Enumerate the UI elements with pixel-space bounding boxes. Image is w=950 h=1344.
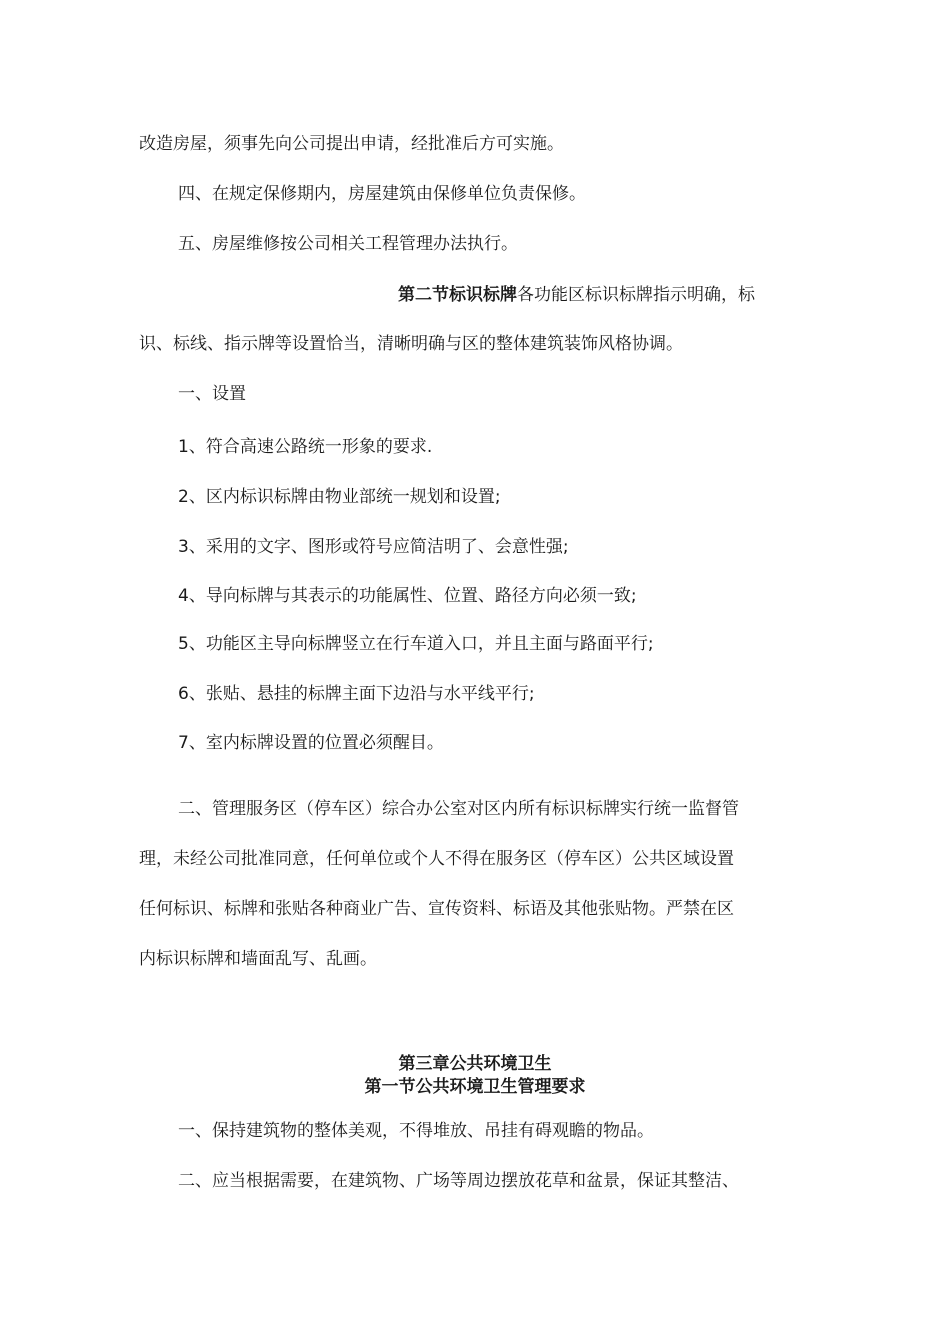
list-item: 3、采用的文字、图形或符号应简洁明了、会意性强;: [178, 537, 569, 557]
paragraph-line: 二、管理服务区（停车区）综合办公室对区内所有标识标牌实行统一监督管: [178, 799, 739, 819]
paragraph-line: 识、标线、指示牌等设置恰当，清晰明确与区的整体建筑装饰风格协调。: [139, 334, 683, 354]
paragraph-line: 改造房屋，须事先向公司提出申请，经批准后方可实施。: [139, 134, 564, 154]
subheading: 一、设置: [178, 384, 246, 404]
list-item: 4、导向标牌与其表示的功能属性、位置、路径方向必须一致;: [178, 586, 637, 606]
paragraph-line: 五、房屋维修按公司相关工程管理办法执行。: [178, 234, 518, 254]
paragraph-line: 二、应当根据需要，在建筑物、广场等周边摆放花草和盆景，保证其整洁、: [178, 1171, 739, 1191]
list-item: 1、符合高速公路统一形象的要求.: [178, 437, 433, 457]
section-heading-line: [398, 284, 755, 306]
paragraph-line: 理，未经公司批准同意，任何单位或个人不得在服务区（停车区）公共区域设置: [139, 849, 734, 869]
list-item: 2、区内标识标牌由物业部统一规划和设置;: [178, 487, 501, 507]
paragraph-line: 内标识标牌和墙面乱写、乱画。: [139, 949, 377, 969]
paragraph-line: 四、在规定保修期内，房屋建筑由保修单位负责保修。: [178, 184, 586, 204]
list-item: 5、功能区主导向标牌竖立在行车道入口，并且主面与路面平行;: [178, 634, 654, 654]
section-intro-text: 各功能区标识标牌指示明确，标: [517, 285, 755, 305]
section-title: 第一节公共环境卫生管理要求: [364, 1077, 586, 1097]
list-item: 6、张贴、悬挂的标牌主面下边沿与水平线平行;: [178, 684, 535, 704]
paragraph-line: 任何标识、标牌和张贴各种商业广告、宣传资料、标语及其他张贴物。严禁在区: [139, 899, 734, 919]
list-item: 7、室内标牌设置的位置必须醒目。: [178, 733, 444, 753]
section-title: 第二节标识标牌: [398, 285, 517, 305]
chapter-title: 第三章公共环境卫生: [398, 1054, 552, 1074]
paragraph-line: 一、保持建筑物的整体美观，不得堆放、吊挂有碍观瞻的物品。: [178, 1121, 654, 1141]
